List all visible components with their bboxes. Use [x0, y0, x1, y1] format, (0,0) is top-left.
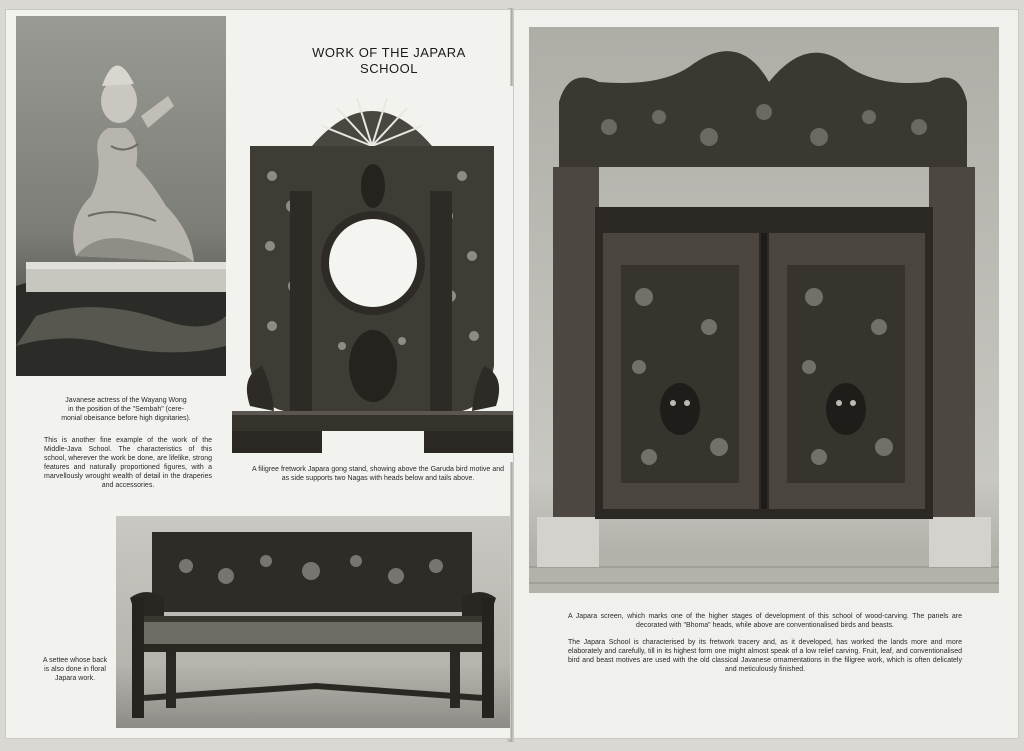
gong-stand-caption: A filigree fretwork Japara gong stand, showing above the Garuda bird motive and as side supports two Nagas with heads below and tails above.	[252, 466, 504, 482]
settee-photo	[116, 516, 510, 728]
actress-caption-line-3: monial obeisance before high dignitaries).	[61, 415, 191, 422]
settee-caption: A settee whose back is also done in floral Japara work.	[42, 657, 108, 682]
japara-school-caption: The Japara School is characterised by its fretwork tracery and, as it developed, has worked the lands more and more elaborately and carefully, till in its highest form one might almost speak of a low relief carving. Fruit, leaf, and conventionalised bird and beast motives are used with the old classical Javanese ornamentations in the filigree work, which is often delicately and meticulously finished.	[568, 639, 962, 673]
javanese-actress-photo	[16, 16, 226, 376]
actress-caption-line-1: Javanese actress of the Wayang Wong	[65, 397, 187, 404]
page-title: WORK OF THE JAPARA SCHOOL	[312, 45, 466, 76]
actress-caption	[36, 396, 216, 423]
middle-java-caption: This is another fine example of the work of the Middle-Java School. The characteristics of this school, wherever the work be done, are lifelike, strong features and naturally proportioned figures, with a marvellously wrought wealth of detail in the draperies and accessories.	[44, 437, 212, 489]
japara-screen-photo	[529, 27, 999, 593]
screen-caption: A Japara screen, which marks one of the higher stages of development of this school of wood-carving. The panels are decorated with "Bhoma" heads, while above are conventionalised birds and beasts.	[568, 613, 962, 629]
actress-caption-line-2: in the position of the "Sembah" (cere-	[68, 406, 184, 413]
gong-stand-photo	[232, 86, 514, 462]
